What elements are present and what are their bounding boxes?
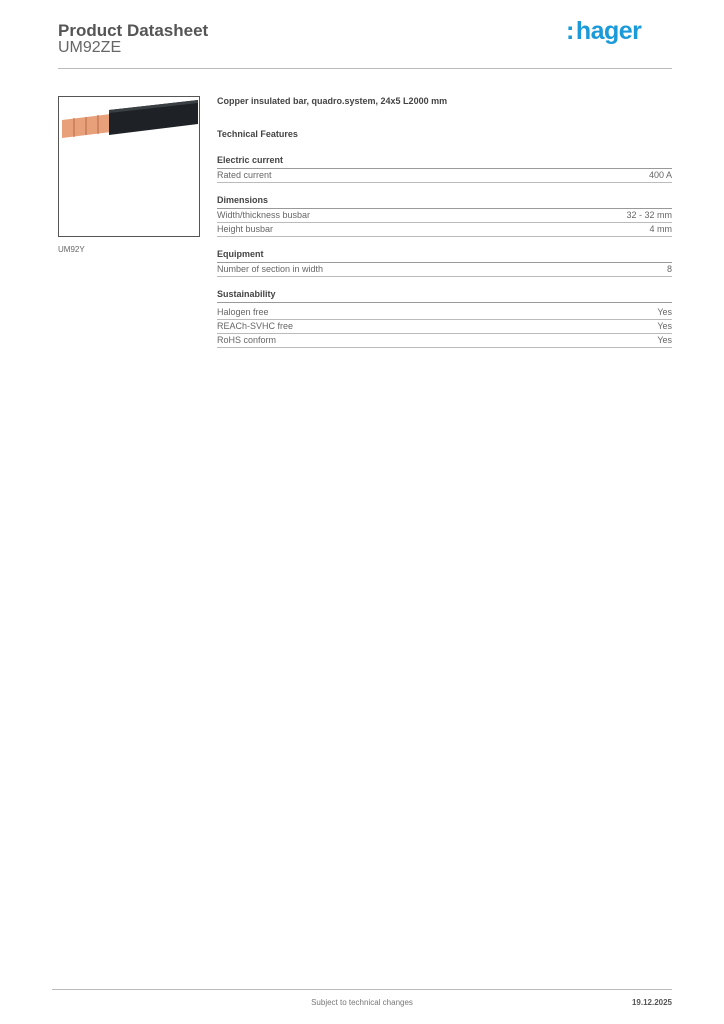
table-row — [217, 223, 672, 237]
header-divider — [58, 68, 672, 69]
row-value: 32 - 32 mm — [626, 210, 672, 220]
row-label: Number of section in width — [217, 264, 324, 274]
row-label: REACh-SVHC free — [217, 321, 294, 331]
table-row — [217, 169, 672, 183]
row-label: Width/thickness busbar — [217, 210, 311, 220]
hager-logo: :hager — [566, 17, 642, 45]
busbar-illustration — [59, 97, 199, 236]
section-sustainability — [217, 289, 672, 348]
table-row — [217, 334, 672, 348]
row-value: 8 — [666, 264, 672, 274]
table-row — [217, 209, 672, 223]
product-image — [58, 96, 200, 237]
section-dimensions — [217, 195, 672, 237]
table-row — [217, 320, 672, 334]
footer-note: Subject to technical changes — [311, 998, 413, 1007]
row-value: Yes — [657, 307, 672, 317]
section-title: Dimensions — [217, 195, 672, 209]
section-title: Equipment — [217, 249, 672, 263]
row-value: Yes — [657, 335, 672, 345]
row-label: Rated current — [217, 170, 272, 180]
technical-content — [217, 96, 672, 348]
row-label: RoHS conform — [217, 335, 277, 345]
row-value: 400 A — [648, 170, 672, 180]
section-title: Electric current — [217, 155, 672, 169]
product-description: Copper insulated bar, quadro.system, 24x5 L2000 mm — [217, 96, 448, 106]
product-code: UM92ZE — [58, 39, 122, 56]
footer-divider — [52, 989, 672, 990]
row-label: Halogen free — [217, 307, 269, 317]
image-caption: UM92Y — [58, 245, 85, 254]
row-label: Height busbar — [217, 224, 274, 234]
page-title: Product Datasheet — [58, 21, 209, 40]
features-heading: Technical Features — [217, 129, 298, 139]
section-equipment — [217, 249, 672, 277]
section-title: Sustainability — [217, 289, 672, 303]
row-value: 4 mm — [649, 224, 672, 234]
footer-date: 19.12.2025 — [631, 998, 672, 1007]
section-electric-current — [217, 155, 672, 183]
brand-name: hager — [575, 17, 642, 45]
table-row — [217, 263, 672, 277]
table-row — [217, 306, 672, 320]
row-value: Yes — [657, 321, 672, 331]
